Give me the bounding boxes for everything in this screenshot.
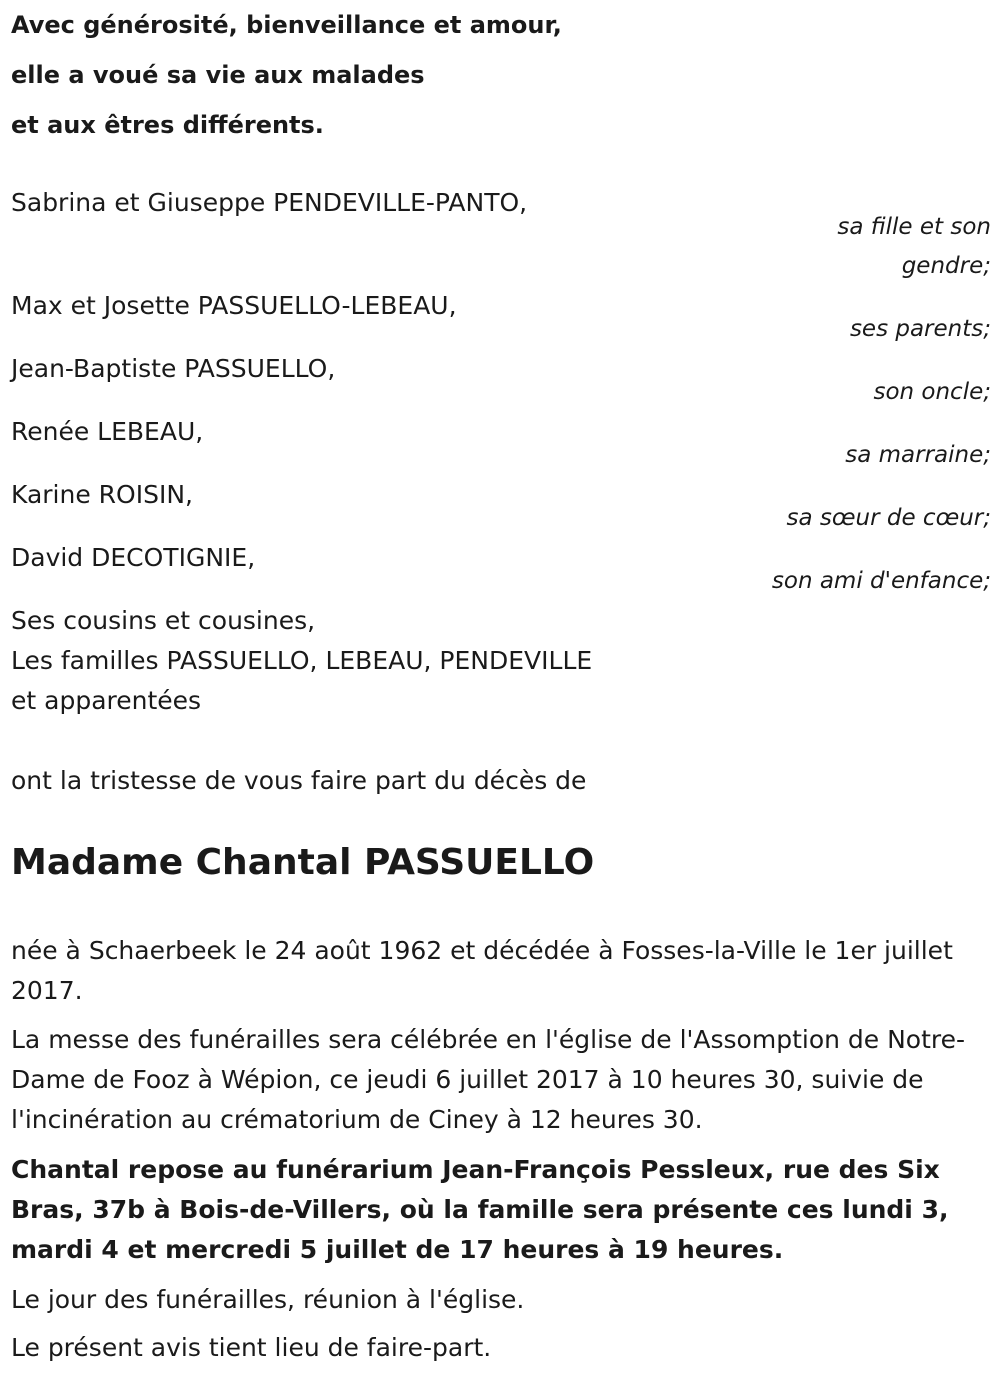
family-name-2: Max et Josette PASSUELLO-LEBEAU, — [11, 291, 457, 320]
family-relation-4: sa marraine; — [845, 442, 991, 468]
family-name-3: Jean-Baptiste PASSUELLO, — [11, 354, 336, 383]
announcement: ont la tristesse de vous faire part du décès de — [11, 766, 587, 795]
family-name-1: Sabrina et Giuseppe PENDEVILLE-PANTO, — [11, 188, 528, 217]
notice-paragraph: Le présent avis tient lieu de faire-part. — [11, 1333, 492, 1362]
family-name-5: Karine ROISIN, — [11, 480, 193, 509]
family-name-4: Renée LEBEAU, — [11, 417, 204, 446]
family-relation-6: son ami d'enfance; — [771, 568, 991, 594]
others-line-2: Les familles PASSUELLO, LEBEAU, PENDEVILLE — [11, 646, 593, 675]
family-relation-3: son oncle; — [873, 379, 991, 405]
others-line-1: Ses cousins et cousines, — [11, 606, 316, 635]
intro-line-1: Avec générosité, bienveillance et amour, — [11, 11, 562, 39]
family-relation-2: ses parents; — [849, 316, 991, 342]
funerarium-paragraph: Chantal repose au funérarium Jean-François Pessleux, rue des Six Bras, 37b à Bois-de-Villers, où la famille sera présente ces lundi 3, mardi 4 et mercredi 5 juillet de 17 heures à 19 heures. — [11, 1155, 949, 1264]
mass-paragraph: La messe des funérailles sera célébrée en l'église de l'Assomption de Notre-Dame de Fooz à Wépion, ce jeudi 6 juillet 2017 à 10 heures 30, suivie de l'incinération au crématorium de Ciney à 12 heures 30. — [11, 1025, 966, 1134]
meeting-paragraph: Le jour des funérailles, réunion à l'église. — [11, 1285, 525, 1314]
birth-death-paragraph: née à Schaerbeek le 24 août 1962 et décédée à Fosses-la-Ville le 1er juillet 2017. — [11, 936, 953, 1005]
others-line-3: et apparentées — [11, 686, 202, 715]
family-relation-5: sa sœur de cœur; — [786, 505, 991, 531]
deceased-name: Madame Chantal PASSUELLO — [11, 842, 595, 883]
family-relation-1: sa fille et son gendre; — [837, 214, 991, 279]
intro-line-3: et aux êtres différents. — [11, 111, 324, 139]
intro-line-2: elle a voué sa vie aux malades — [11, 61, 425, 89]
family-name-6: David DECOTIGNIE, — [11, 543, 256, 572]
